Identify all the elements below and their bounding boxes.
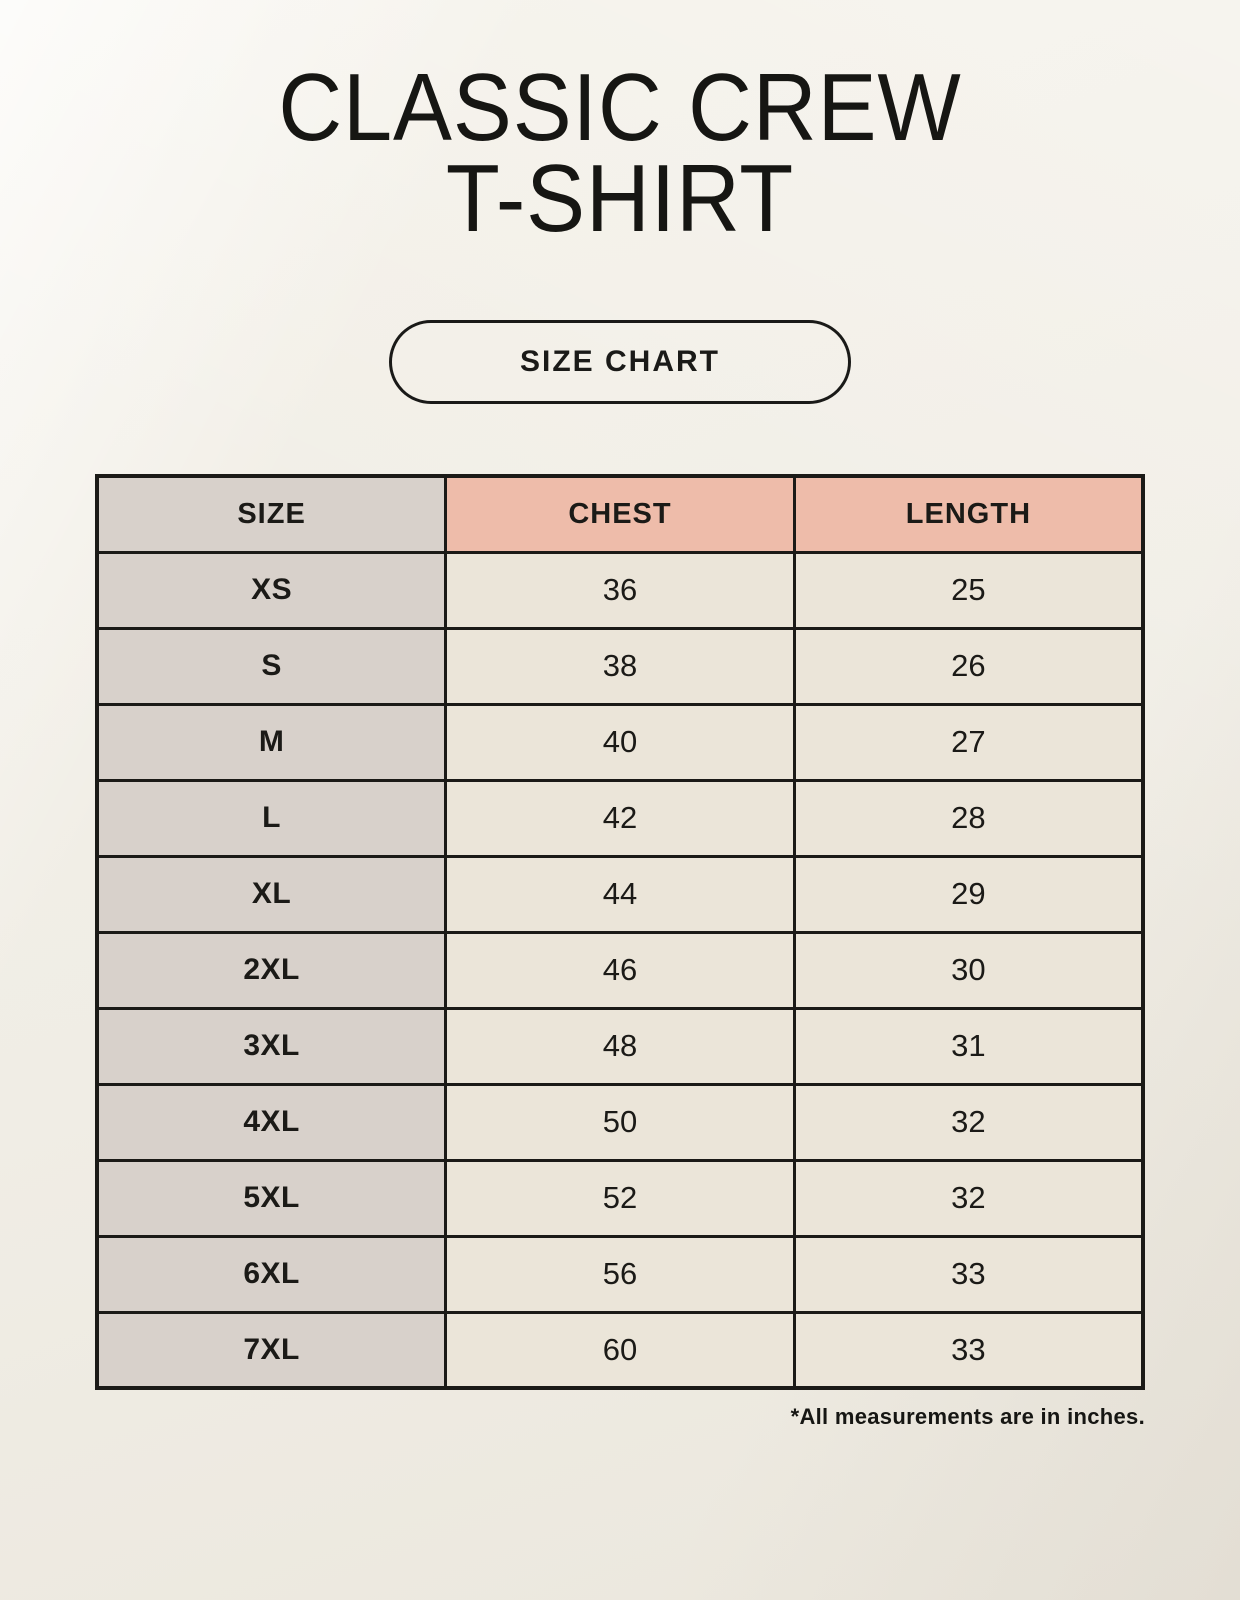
size-cell: M — [97, 704, 446, 780]
chest-cell: 60 — [446, 1312, 795, 1388]
table-row — [97, 628, 1143, 704]
column-header-length: LENGTH — [794, 476, 1143, 552]
table-row — [97, 932, 1143, 1008]
chest-cell: 38 — [446, 628, 795, 704]
size-table — [95, 474, 1145, 1390]
length-cell: 28 — [794, 780, 1143, 856]
table-row — [97, 1008, 1143, 1084]
chest-cell: 44 — [446, 856, 795, 932]
page-title-line-1: CLASSIC CREW — [278, 54, 962, 161]
size-cell: 2XL — [97, 932, 446, 1008]
table-row — [97, 1236, 1143, 1312]
table-row — [97, 704, 1143, 780]
length-cell: 31 — [794, 1008, 1143, 1084]
size-cell: 3XL — [97, 1008, 446, 1084]
length-cell: 25 — [794, 552, 1143, 628]
table-row — [97, 1160, 1143, 1236]
table-row — [97, 780, 1143, 856]
table-header-row — [97, 476, 1143, 552]
length-cell: 30 — [794, 932, 1143, 1008]
size-chart-badge[interactable] — [389, 320, 851, 404]
column-header-chest: CHEST — [446, 476, 795, 552]
length-cell: 32 — [794, 1084, 1143, 1160]
size-cell: 5XL — [97, 1160, 446, 1236]
measurement-footnote: *All measurements are in inches. — [790, 1404, 1145, 1430]
length-cell: 32 — [794, 1160, 1143, 1236]
page-title — [50, 54, 1191, 253]
chest-cell: 36 — [446, 552, 795, 628]
chest-cell: 50 — [446, 1084, 795, 1160]
size-cell: S — [97, 628, 446, 704]
size-cell: 6XL — [97, 1236, 446, 1312]
size-cell: 4XL — [97, 1084, 446, 1160]
chest-cell: 48 — [446, 1008, 795, 1084]
chest-cell: 46 — [446, 932, 795, 1008]
length-cell: 26 — [794, 628, 1143, 704]
size-cell: XL — [97, 856, 446, 932]
length-cell: 27 — [794, 704, 1143, 780]
table-row — [97, 552, 1143, 628]
chest-cell: 52 — [446, 1160, 795, 1236]
table-row — [97, 1084, 1143, 1160]
length-cell: 33 — [794, 1312, 1143, 1388]
size-chart-badge-label: SIZE CHART — [520, 345, 720, 379]
chest-cell: 42 — [446, 780, 795, 856]
length-cell: 33 — [794, 1236, 1143, 1312]
length-cell: 29 — [794, 856, 1143, 932]
size-cell: XS — [97, 552, 446, 628]
size-cell: 7XL — [97, 1312, 446, 1388]
column-header-size: SIZE — [97, 476, 446, 552]
chest-cell: 40 — [446, 704, 795, 780]
page-title-line-2: T-SHIRT — [445, 145, 795, 253]
table-row — [97, 856, 1143, 932]
table-row — [97, 1312, 1143, 1388]
size-cell: L — [97, 780, 446, 856]
chest-cell: 56 — [446, 1236, 795, 1312]
